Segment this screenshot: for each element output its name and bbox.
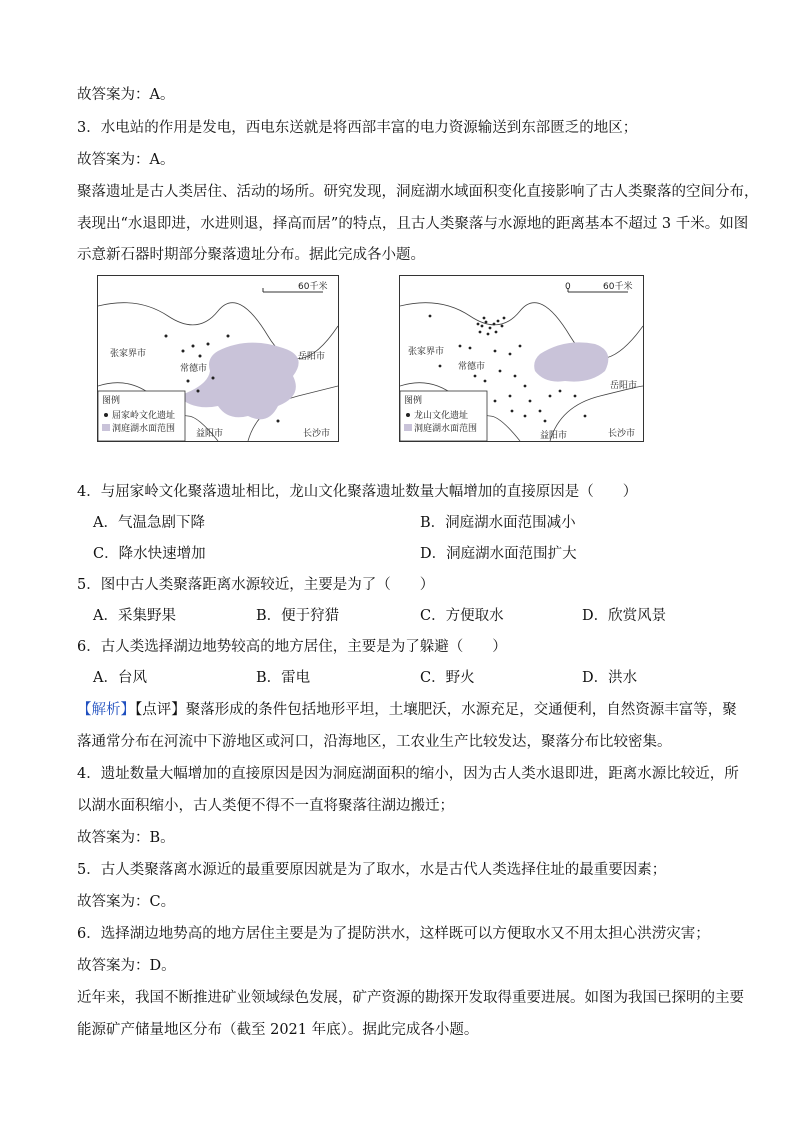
- passage-line: 聚落遗址是古人类居住、活动的场所。研究发现，洞庭湖水域面积变化直接影响了古人类聚落的空间分布，: [77, 184, 759, 200]
- analysis-tag: 【解析】: [77, 702, 135, 718]
- analysis-line: [77, 698, 737, 719]
- option-6c[interactable]: C．野火: [420, 670, 475, 686]
- option-4c[interactable]: C．降水快速增加: [93, 546, 206, 562]
- city-label: 常德市: [180, 364, 208, 374]
- question-6: 6．古人类选择湖边地势较高的地方居住，主要是为了躲避（ ）: [77, 639, 507, 655]
- option-4b[interactable]: B．洞庭湖水面范围减小: [420, 515, 576, 531]
- city-label: 常德市: [458, 362, 486, 372]
- question-5: 5．图中古人类聚落距离水源较近，主要是为了（ ）: [77, 577, 435, 593]
- legend-site: 龙山文化遗址: [414, 411, 469, 421]
- analysis-text: 【点评】聚落形成的条件包括地形平坦，土壤肥沃，水源充足，交通便利，自然资源丰富等，聚: [135, 702, 737, 718]
- option-6a[interactable]: A．台风: [93, 670, 147, 686]
- city-label: 张家界市: [408, 347, 445, 357]
- legend-title: 图例: [404, 396, 423, 406]
- city-label: 益阳市: [196, 429, 224, 439]
- question-4: 4．与屈家岭文化聚落遗址相比，龙山文化聚落遗址数量大幅增加的直接原因是（ ）: [77, 484, 638, 500]
- city-label: 益阳市: [540, 431, 568, 441]
- answer-line: 故答案为：A。: [77, 87, 175, 103]
- map-qujialing: [97, 275, 339, 442]
- passage-line: 能源矿产储量地区分布（截至 2021 年底）。据此完成各小题。: [77, 1022, 479, 1038]
- answer-line: 故答案为：C。: [77, 894, 176, 910]
- legend-site: 屈家岭文化遗址: [112, 411, 176, 421]
- option-6d[interactable]: D．洪水: [582, 670, 638, 686]
- city-label: 岳阳市: [298, 352, 326, 362]
- passage-line: 表现出“水退即进，水进则退，择高而居”的特点，且古人类聚落与水源地的距离基本不超过 3 千米。如图: [77, 216, 749, 232]
- option-6b[interactable]: B．雷电: [256, 670, 311, 686]
- city-label: 岳阳市: [610, 381, 638, 391]
- explanation-6: 6．选择湖边地势高的地方居住主要是为了提防洪水，这样既可以方便取水又不用太担心洪涝灾害；: [77, 926, 710, 942]
- answer-line: 故答案为：D。: [77, 958, 176, 974]
- map-scale: 60千米: [298, 282, 328, 292]
- legend-lake: 洞庭湖水面范围: [112, 424, 176, 434]
- explanation-4: 以湖水面积缩小，古人类便不得不一直将聚落往湖边搬迁；: [77, 798, 454, 814]
- answer-line: 故答案为：B。: [77, 830, 175, 846]
- legend-lake: 洞庭湖水面范围: [414, 424, 478, 434]
- passage-line: 近年来，我国不断推进矿业领域绿色发展，矿产资源的勘探开发取得重要进展。如图为我国已探明的主要: [77, 990, 744, 1006]
- option-4d[interactable]: D．洞庭湖水面范围扩大: [420, 546, 577, 562]
- explanation-4: 4．遗址数量大幅增加的直接原因是因为洞庭湖面积的缩小，因为古人类水退即进，距离水源比较近，所: [77, 766, 739, 782]
- option-5a[interactable]: A．采集野果: [93, 608, 176, 624]
- option-5b[interactable]: B．便于狩猎: [256, 608, 340, 624]
- map-scale-zero: 0: [565, 282, 571, 292]
- explanation-5: 5．古人类聚落离水源近的最重要原因就是为了取水，水是古代人类选择住址的最重要因素；: [77, 862, 667, 878]
- explanation-3: 3．水电站的作用是发电，西电东送就是将西部丰富的电力资源输送到东部匮乏的地区；: [77, 120, 638, 136]
- analysis-line: 落通常分布在河流中下游地区或河口，沿海地区，工农业生产比较发达，聚落分布比较密集。: [77, 734, 672, 750]
- city-label: 长沙市: [303, 429, 331, 439]
- legend-title: 图例: [102, 396, 121, 406]
- map-scale: 60千米: [603, 282, 633, 292]
- answer-line: 故答案为：A。: [77, 152, 175, 168]
- city-label: 张家界市: [110, 349, 147, 359]
- passage-line: 示意新石器时期部分聚落遗址分布。据此完成各小题。: [77, 247, 425, 263]
- option-5c[interactable]: C．方便取水: [420, 608, 504, 624]
- city-label: 长沙市: [608, 429, 636, 439]
- option-4a[interactable]: A．气温急剧下降: [93, 515, 205, 531]
- map-longshan: [399, 275, 644, 442]
- option-5d[interactable]: D．欣赏风景: [582, 608, 667, 624]
